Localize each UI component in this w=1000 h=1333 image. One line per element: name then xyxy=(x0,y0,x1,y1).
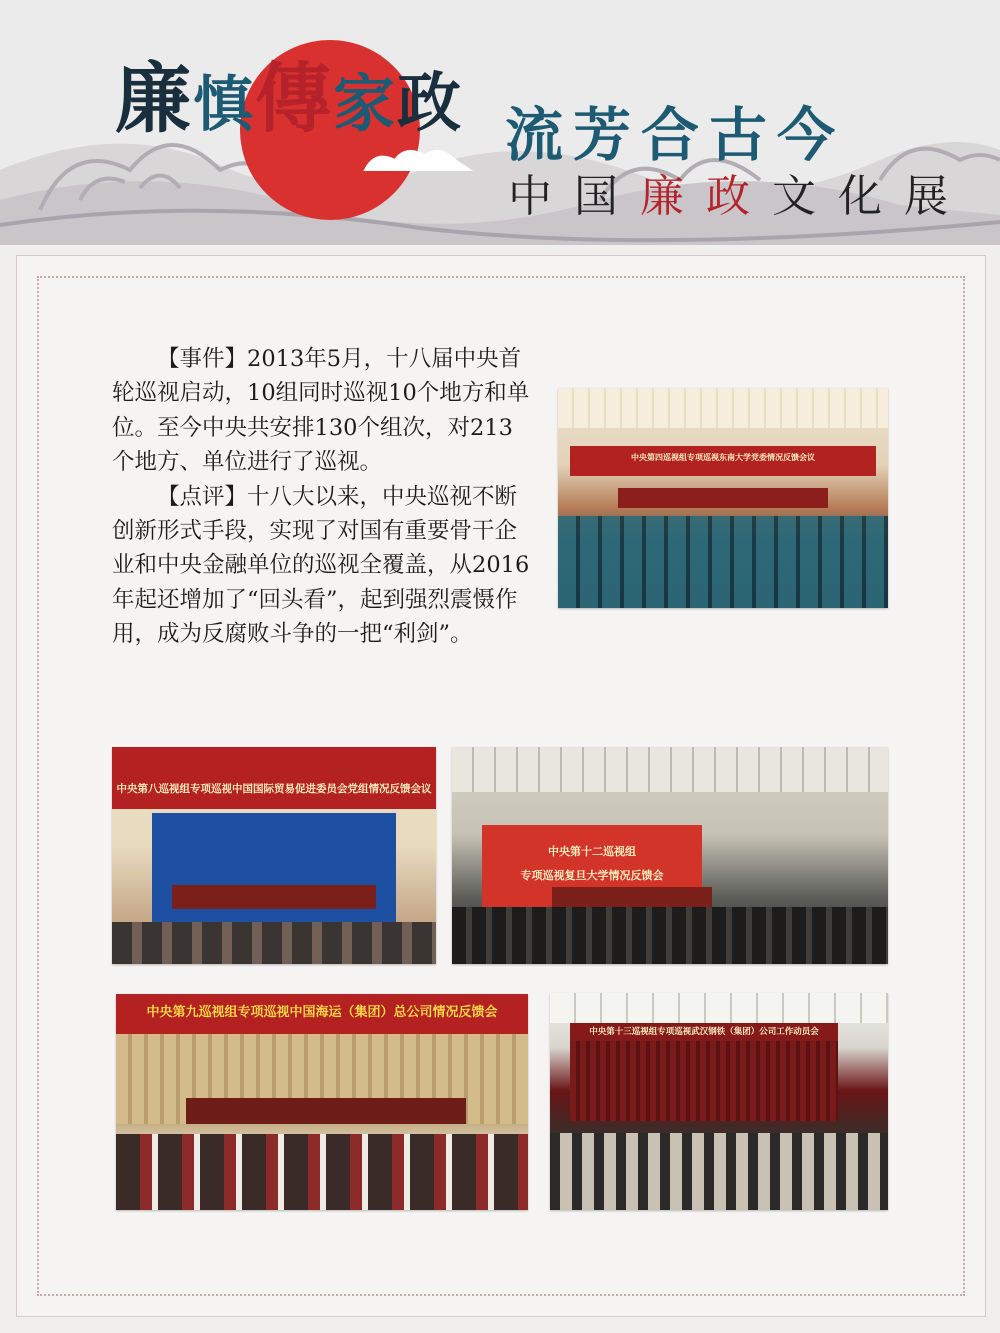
meeting-photo-southeast-university xyxy=(558,388,888,608)
exhibition-header xyxy=(0,0,1000,245)
event-paragraph: 【事件】2013年5月，十八届中央首轮巡视启动，10组同时巡视10个地方和单位。至今中央共安排130个组次，对213个地方、单位进行了巡视。 xyxy=(112,346,530,476)
photo-banner: 中央第八巡视组专项巡视中国国际贸易促进委员会党组情况反馈会议 xyxy=(116,783,432,795)
photo-banner: 中央第九巡视组专项巡视中国海运（集团）总公司情况反馈会 xyxy=(146,1005,498,1020)
main-title xyxy=(115,38,463,147)
title-char: 傳 xyxy=(255,54,333,143)
exhibition-char: 文 xyxy=(772,171,838,222)
exhibition-char: 展 xyxy=(904,171,970,222)
exhibition-char: 政 xyxy=(706,171,772,222)
title-char: 慎 xyxy=(193,70,255,140)
exhibition-char: 化 xyxy=(838,171,904,222)
comment-paragraph: 【点评】十八大以来，中央巡视不断创新形式手段，实现了对国有重要骨干企业和中央金融单位的巡视全覆盖，从2016年起还增加了“回头看”，起到强烈震慑作用，成为反腐败斗争的一把“利剑”。 xyxy=(112,483,530,648)
photo-banner: 中央第四巡视组专项巡视东南大学党委情况反馈会议 xyxy=(631,453,815,462)
exhibition-char: 中 xyxy=(508,171,574,222)
exhibition-char: 国 xyxy=(574,171,640,222)
meeting-photo-wisco xyxy=(550,993,888,1210)
meeting-photo-china-shipping xyxy=(116,994,528,1210)
subtitle: 流芳合古今 xyxy=(505,101,846,169)
meeting-photo-fudan xyxy=(452,747,888,964)
title-char: 家 xyxy=(333,67,398,140)
meeting-photo-ccpit xyxy=(112,747,436,964)
exhibition-char: 廉 xyxy=(640,171,706,222)
photo-banner: 中央第十三巡视组专项巡视武汉钢铁（集团）公司工作动员会 xyxy=(589,1027,819,1037)
photo-banner-line2: 专项巡视复旦大学情况反馈会 xyxy=(520,869,664,882)
photo-banner-line1: 中央第十二巡视组 xyxy=(548,845,636,858)
title-char: 廉 xyxy=(115,54,193,143)
exhibition-name xyxy=(508,160,970,224)
title-char: 政 xyxy=(397,66,464,141)
article-text xyxy=(112,342,532,652)
